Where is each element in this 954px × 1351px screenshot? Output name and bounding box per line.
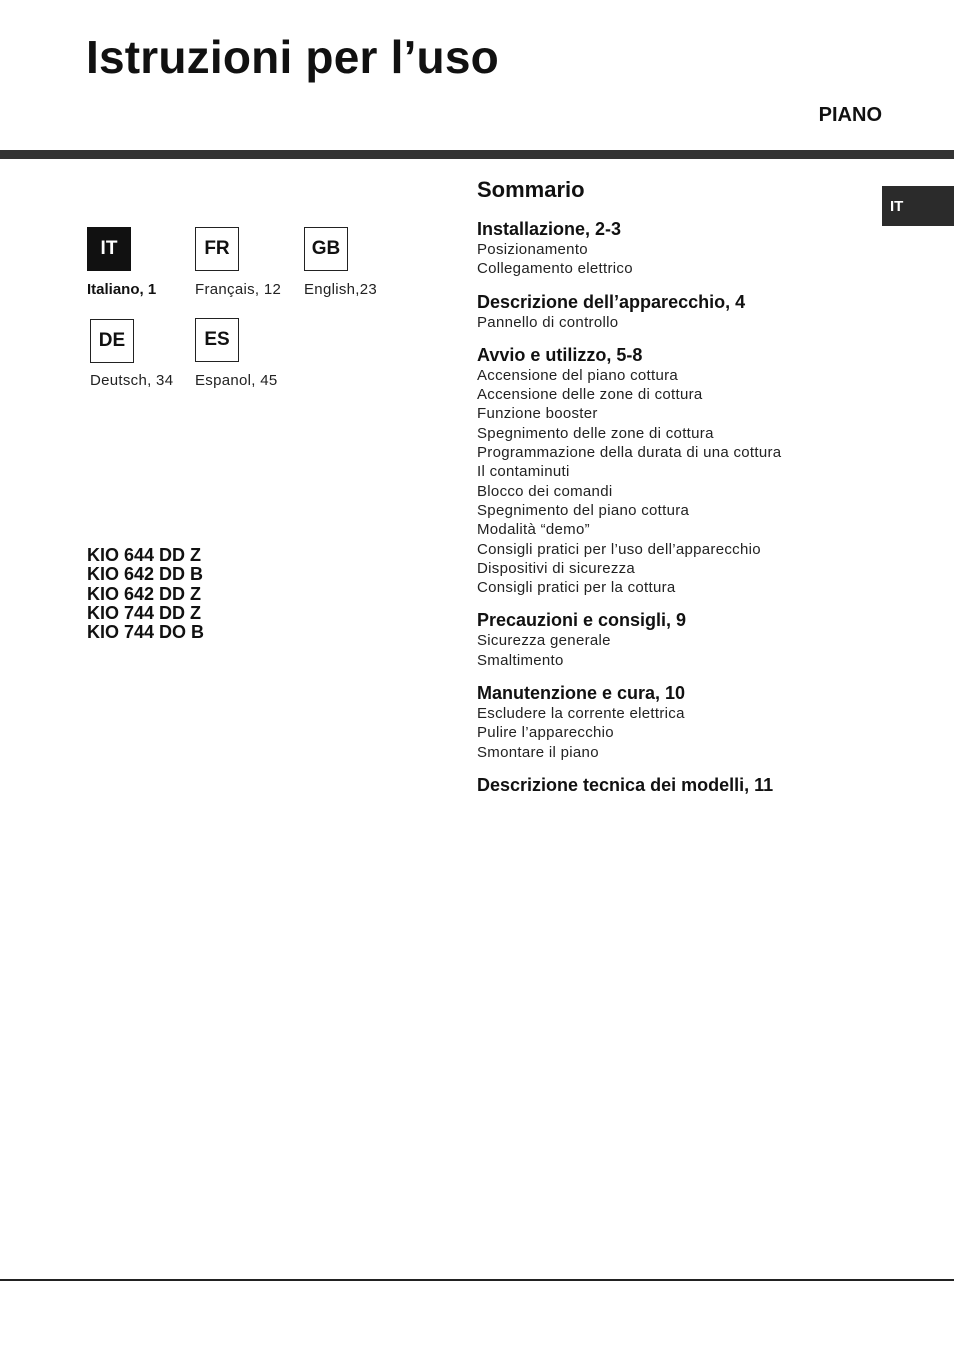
lang-box-fr[interactable]: FR <box>195 227 239 271</box>
toc-section-installazione <box>477 218 857 279</box>
model-item: KIO 744 DO B <box>87 622 205 643</box>
top-divider <box>0 150 954 159</box>
toc-item[interactable]: Pannello di controllo <box>477 313 619 331</box>
toc-item[interactable]: Sicurezza generale <box>477 632 611 650</box>
toc-item[interactable]: Consigli pratici per l’uso dell’apparecchio <box>477 540 761 558</box>
toc-section-descrizione <box>477 291 857 332</box>
lang-label-de: Deutsch, 34 <box>90 372 174 389</box>
toc-section-descrizione-tecnica <box>477 774 857 796</box>
toc-item[interactable]: Funzione booster <box>477 405 598 423</box>
lang-label-fr: Français, 12 <box>195 281 282 298</box>
toc-section-manutenzione <box>477 682 857 762</box>
toc-item[interactable]: Blocco dei comandi <box>477 482 613 500</box>
toc-item[interactable]: Smontare il piano <box>477 743 599 761</box>
model-item: KIO 744 DD Z <box>87 602 202 623</box>
product-type: PIANO <box>818 104 882 126</box>
toc-heading[interactable]: Installazione, 2-3 <box>477 219 622 239</box>
toc-item[interactable]: Spegnimento delle zone di cottura <box>477 424 714 442</box>
toc-item[interactable]: Spegnimento del piano cottura <box>477 501 690 519</box>
summary-title: Sommario <box>477 177 585 202</box>
lang-box-it[interactable]: IT <box>87 227 131 271</box>
toc-item[interactable]: Posizionamento <box>477 241 588 258</box>
lang-label-it: Italiano, 1 <box>87 281 157 298</box>
page-title: Istruzioni per l’uso <box>86 31 499 83</box>
toc-heading[interactable]: Descrizione dell’apparecchio, 4 <box>477 291 746 312</box>
toc-item[interactable]: Escludere la corrente elettrica <box>477 705 685 723</box>
toc-item[interactable]: Dispositivi di sicurezza <box>477 559 636 577</box>
toc-heading[interactable]: Precauzioni e consigli, 9 <box>477 610 687 631</box>
toc-heading[interactable]: Avvio e utilizzo, 5-8 <box>477 344 643 365</box>
toc-item[interactable]: Pulire l’apparecchio <box>477 724 614 742</box>
bottom-divider <box>0 1279 954 1281</box>
toc-item[interactable]: Accensione del piano cottura <box>477 366 679 384</box>
toc-item[interactable]: Accensione delle zone di cottura <box>477 386 703 404</box>
toc-heading[interactable]: Descrizione tecnica dei modelli, 11 <box>477 774 774 795</box>
toc-item[interactable]: Collegamento elettrico <box>477 260 633 278</box>
lang-label-gb: English,23 <box>304 281 378 298</box>
toc-item[interactable]: Il contaminuti <box>477 463 570 481</box>
toc-item[interactable]: Modalità “demo” <box>477 521 590 539</box>
model-item: KIO 642 DD B <box>87 564 204 585</box>
lang-box-gb[interactable]: GB <box>304 227 348 271</box>
model-item: KIO 642 DD Z <box>87 583 202 604</box>
toc-section-precauzioni <box>477 609 857 670</box>
model-list <box>87 546 204 642</box>
lang-box-de[interactable]: DE <box>90 319 134 363</box>
toc-heading[interactable]: Manutenzione e cura, 10 <box>477 683 686 704</box>
toc-item[interactable]: Consigli pratici per la cottura <box>477 579 676 597</box>
language-side-tab: IT <box>882 186 954 226</box>
table-of-contents <box>477 218 857 808</box>
lang-label-es: Espanol, 45 <box>195 372 278 389</box>
toc-item[interactable]: Smaltimento <box>477 651 564 669</box>
toc-item[interactable]: Programmazione della durata di una cottura <box>477 444 782 462</box>
toc-section-avvio <box>477 344 857 598</box>
lang-box-es[interactable]: ES <box>195 318 239 362</box>
model-item: KIO 644 DD Z <box>87 545 202 565</box>
